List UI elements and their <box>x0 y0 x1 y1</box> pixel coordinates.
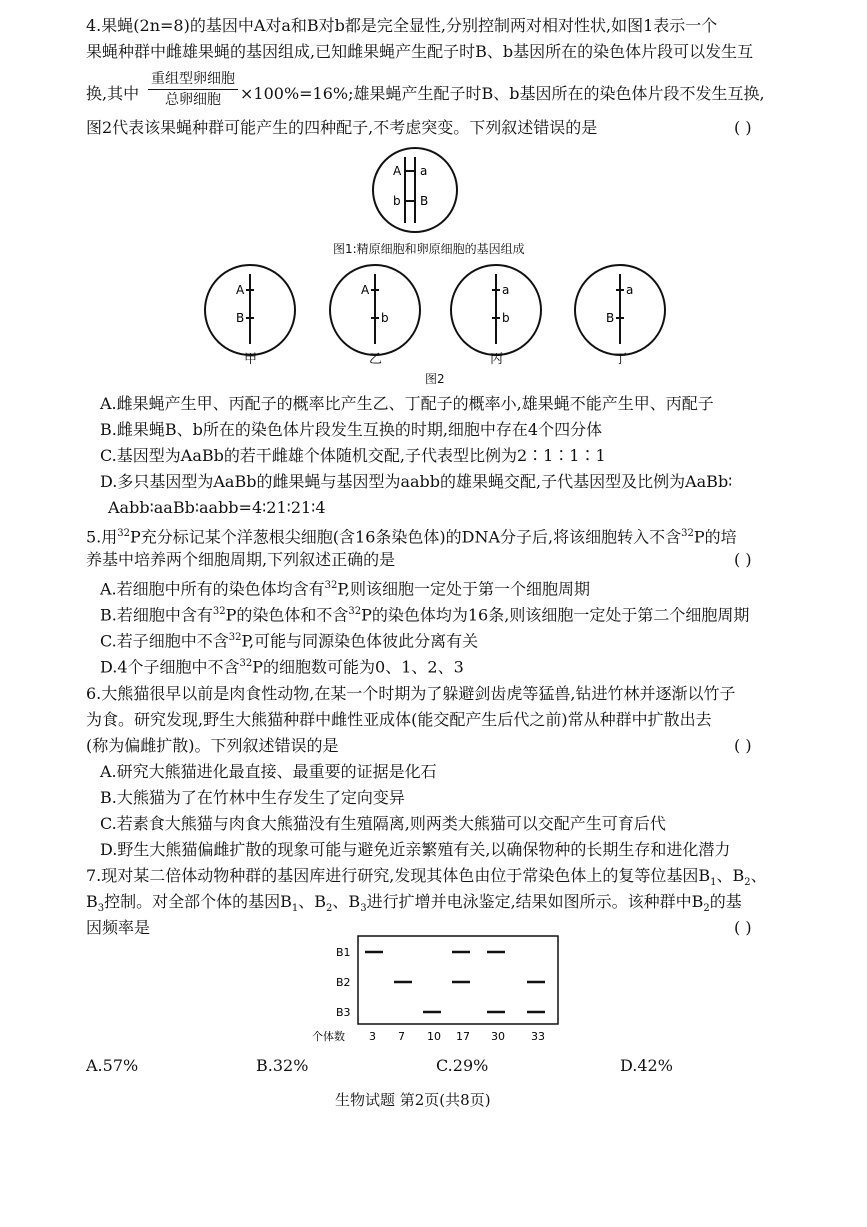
q7l1-0: 7.现对某二倍体动物种群的基因库进行研究,发现其体色由位于常染色体上的复等位基因B <box>86 866 711 885</box>
q5c-1: 32 <box>228 632 242 643</box>
q4-option-c: C.基因型为AaBb的若干雌雄个体随机交配,子代表型比例为2∶1∶1∶1 <box>100 446 606 465</box>
q5-l1-post: P的培 <box>693 527 737 547</box>
q7l2-6: 、B <box>332 892 361 911</box>
fig2-gene-top: A <box>236 283 245 297</box>
figure-2-label-4: 丁 <box>614 352 628 367</box>
q7-answer-paren: ( ) <box>734 918 752 937</box>
page-footer: 生物试题 第2页(共8页) <box>335 1091 491 1109</box>
q7l1-2: 、B <box>716 866 745 885</box>
gel-row-label: B3 <box>336 1006 351 1019</box>
q7l1-4: 、 <box>750 866 767 885</box>
q7l1-1: 1 <box>710 877 717 889</box>
figure-2-label-2: 乙 <box>369 352 383 367</box>
q4-line-1: 4.果蝇(2n=8)的基因中A对a和B对b都是完全显性,分别控制两对相对性状,如图1表示一个 <box>86 16 718 35</box>
figure-2-cell-2 <box>325 260 425 360</box>
gel-count-label: 7 <box>398 1030 405 1043</box>
q5d-1: 32 <box>239 658 253 669</box>
gel-count-label: 17 <box>456 1030 470 1043</box>
figure-2-label-1: 甲 <box>244 352 258 367</box>
gel-x-label: 个体数 <box>312 1030 345 1043</box>
q7l2-3: 1 <box>291 903 299 915</box>
q5-option-d <box>100 654 464 677</box>
q5b-2: P的染色体和不含 <box>225 605 349 625</box>
q4-answer-paren: ( ) <box>734 118 752 137</box>
gel-count-label: 10 <box>427 1030 441 1043</box>
q7-option-d: D.42% <box>620 1056 673 1075</box>
q6-option-a: A.研究大熊猫进化最直接、最重要的证据是化石 <box>100 762 437 781</box>
fig2-gene-top: a <box>626 283 634 297</box>
q5d-2: P的细胞数可能为0、1、2、3 <box>252 657 464 677</box>
fig1-gene-a: a <box>420 164 428 178</box>
figure-2-cell-1 <box>200 260 300 360</box>
q5-l1-sup: 32 <box>117 528 131 539</box>
fig1-gene-A: A <box>393 164 402 178</box>
q5a-1: 32 <box>324 580 338 591</box>
q5-l1-mid: P充分标记某个洋葱根尖细胞(含16条染色体)的DNA分子后,将该细胞转入不含 <box>130 527 682 547</box>
gel-row-label: B2 <box>336 976 351 989</box>
q5b-4: P的染色体均为16条,则该细胞一定处于第二个细胞周期 <box>361 605 750 625</box>
gel-count-label: 3 <box>369 1030 376 1043</box>
fraction-numerator: 重组型卵细胞 <box>151 71 235 87</box>
q7l2-2: 控制。对全部个体的基因B <box>104 892 292 911</box>
q5-answer-paren: ( ) <box>734 550 752 569</box>
q6-line-1: 6.大熊猫很早以前是肉食性动物,在某一个时期为了躲避剑齿虎等猛兽,钻进竹林并逐渐以竹子 <box>86 684 736 703</box>
q6-line-2: 为食。研究发现,野生大熊猫种群中雌性亚成体(能交配产生后代之前)常从种群中扩散出去 <box>86 710 712 729</box>
q4-option-b: B.雌果蝇B、b所在的染色体片段发生互换的时期,细胞中存在4个四分体 <box>100 420 603 439</box>
q4-line-2: 果蝇种群中雌雄果蝇的基因组成,已知雌果蝇产生配子时B、b基因所在的染色体片段可以发生互 <box>86 42 754 61</box>
q5c-2: P,可能与同源染色体彼此分离有关 <box>241 631 479 651</box>
q6-option-b: B.大熊猫为了在竹林中生存发生了定向变异 <box>100 788 405 807</box>
q5-line-1 <box>86 524 737 547</box>
figure-2-label-3: 丙 <box>490 352 504 367</box>
q7-option-c: C.29% <box>436 1056 489 1075</box>
fraction-denominator: 总卵细胞 <box>165 92 221 108</box>
fig2-gene-top: A <box>361 283 370 297</box>
figure-2-cell-4 <box>570 260 670 360</box>
fig1-gene-b: b <box>393 194 401 208</box>
fig2-gene-bottom: B <box>236 311 245 325</box>
q6-option-c: C.若素食大熊猫与肉食大熊猫没有生殖隔离,则两类大熊猫可以交配产生可育后代 <box>100 814 666 833</box>
q5b-0: B.若细胞中含有 <box>100 605 213 625</box>
q4-line-3-pre: 换,其中 <box>86 84 140 103</box>
q5-l1-pre: 5.用 <box>86 527 118 547</box>
fig1-gene-B: B <box>420 194 429 208</box>
q4-line-4: 图2代表该果蝇种群可能产生的四种配子,不考虑突变。下列叙述错误的是 <box>86 118 598 137</box>
q7l1-3: 2 <box>744 877 751 889</box>
q7l2-10: 的基 <box>709 892 742 911</box>
electrophoresis-figure <box>310 930 570 1050</box>
q7l2-5: 2 <box>326 903 333 915</box>
q4-option-a: A.雌果蝇产生甲、丙配子的概率比产生乙、丁配子的概率小,雄果蝇不能产生甲、丙配子 <box>100 394 714 413</box>
fraction-bar <box>148 89 238 90</box>
q7-line-3: 因频率是 <box>86 918 151 937</box>
gel-row-label: B1 <box>336 946 351 959</box>
fig2-gene-bottom: b <box>381 311 389 325</box>
q7l2-7: 3 <box>360 903 367 915</box>
fig2-gene-bottom: b <box>502 311 510 325</box>
figure-1-cell <box>360 145 470 235</box>
q5d-0: D.4个子细胞中不含 <box>100 657 240 677</box>
q5-line-2: 养基中培养两个细胞周期,下列叙述正确的是 <box>86 550 396 569</box>
q7l2-4: 、B <box>298 892 327 911</box>
gel-count-label: 33 <box>531 1030 545 1043</box>
q4-option-d: D.多只基因型为AaBb的雌果蝇与基因型为aabb的雄果蝇交配,子代基因型及比例为AaBb∶ <box>100 472 733 491</box>
q7l2-8: 进行扩增并电泳鉴定,结果如图所示。该种群中B <box>366 892 704 911</box>
q7l2-9: 2 <box>703 903 710 915</box>
q6-option-d: D.野生大熊猫偏雌扩散的现象可能与避免近亲繁殖有关,以确保物种的长期生存和进化潜力 <box>100 840 731 859</box>
q5-l1-sup2: 32 <box>681 528 694 539</box>
figure-2-cell-3 <box>446 260 546 360</box>
gel-count-label: 30 <box>491 1030 505 1043</box>
fig2-gene-bottom: B <box>606 311 615 325</box>
figure-2-caption: 图2 <box>425 372 445 386</box>
q5b-3: 32 <box>348 606 362 617</box>
q5-option-b <box>100 602 749 625</box>
q5c-0: C.若子细胞中不含 <box>100 631 229 651</box>
q4-option-d-cont: Aabb∶aaBb∶aabb=4∶21∶21∶4 <box>108 498 326 517</box>
q5a-2: P,则该细胞一定处于第一个细胞周期 <box>337 579 591 599</box>
q5a-0: A.若细胞中所有的染色体均含有 <box>100 579 325 599</box>
q5-option-a <box>100 576 590 599</box>
fig2-gene-top: a <box>502 283 510 297</box>
q4-line-3-post: ×100%=16%;雄果蝇产生配子时B、b基因所在的染色体片段不发生互换, <box>240 84 765 103</box>
q7-option-b: B.32% <box>256 1056 309 1075</box>
q7-option-a: A.57% <box>86 1056 139 1075</box>
q6-answer-paren: ( ) <box>734 736 752 755</box>
q7-line-2 <box>86 892 742 919</box>
q6-line-3: (称为偏雌扩散)。下列叙述错误的是 <box>86 736 339 755</box>
q7l2-0: B <box>86 892 98 911</box>
q5-option-c <box>100 628 478 651</box>
q7-line-1 <box>86 866 767 893</box>
q7l2-1: 3 <box>97 903 105 915</box>
figure-1-caption: 图1:精原细胞和卵原细胞的基因组成 <box>333 242 525 256</box>
q5b-1: 32 <box>212 606 226 617</box>
